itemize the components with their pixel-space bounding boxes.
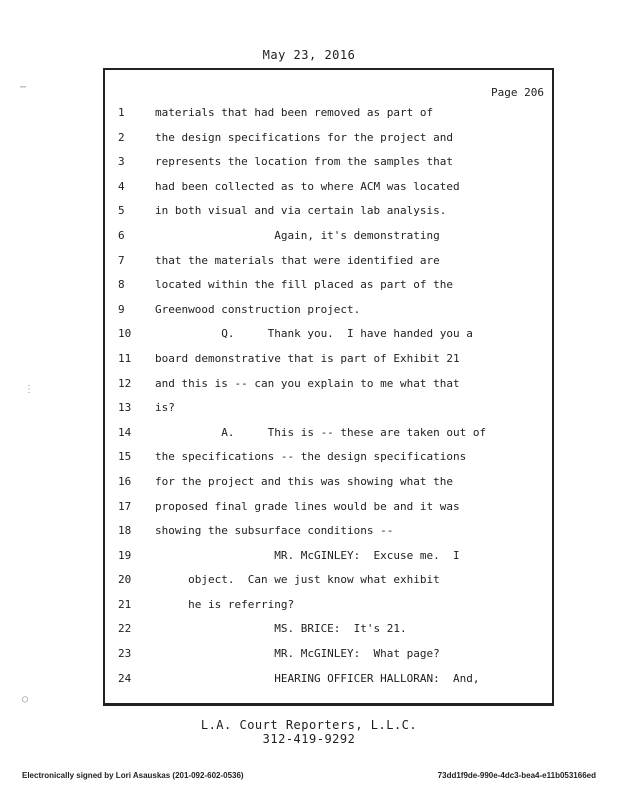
line-number: 11 bbox=[118, 351, 132, 365]
scan-artifact: ⋮ bbox=[24, 384, 34, 395]
line-text: materials that had been removed as part of bbox=[155, 106, 434, 119]
line-text: HEARING OFFICER HALLORAN: And, bbox=[155, 671, 480, 685]
scan-artifact: ⋯ bbox=[20, 82, 27, 93]
line-number: 23 bbox=[118, 647, 132, 661]
transcript-line bbox=[105, 672, 552, 697]
line-text: he is referring? bbox=[155, 597, 295, 611]
line-number: 16 bbox=[118, 474, 132, 488]
transcript-line bbox=[105, 450, 552, 475]
line-number: 10 bbox=[118, 327, 132, 341]
document-hash: 73dd1f9de-990e-4dc3-bea4-e11b053166ed bbox=[437, 771, 596, 780]
line-number: 15 bbox=[118, 450, 132, 464]
line-number: 4 bbox=[118, 179, 125, 193]
line-number: 1 bbox=[118, 106, 125, 119]
transcript-line bbox=[105, 254, 552, 279]
line-number: 5 bbox=[118, 204, 125, 218]
line-number: 17 bbox=[118, 499, 132, 513]
line-text: showing the subsurface conditions -- bbox=[155, 524, 394, 538]
line-number: 21 bbox=[118, 597, 132, 611]
transcript-line bbox=[105, 278, 552, 303]
transcript-lines bbox=[105, 106, 552, 696]
transcript-line bbox=[105, 573, 552, 598]
page-number: Page 206 bbox=[491, 86, 544, 99]
line-text: represents the location from the samples that bbox=[155, 155, 454, 169]
line-text: MS. BRICE: It's 21. bbox=[155, 622, 407, 636]
transcript-page-frame bbox=[103, 68, 554, 706]
line-text: Again, it's demonstrating bbox=[155, 228, 440, 242]
line-text: the specifications -- the design specifications bbox=[155, 450, 467, 464]
transcript-line bbox=[105, 180, 552, 205]
line-text: is? bbox=[155, 401, 175, 415]
line-text: A. This is -- these are taken out of bbox=[155, 425, 487, 439]
line-text: Q. Thank you. I have handed you a bbox=[155, 327, 473, 341]
line-number: 18 bbox=[118, 524, 132, 538]
line-number: 12 bbox=[118, 376, 132, 390]
line-number: 13 bbox=[118, 401, 132, 415]
transcript-line bbox=[105, 131, 552, 156]
transcript-line bbox=[105, 204, 552, 229]
transcript-line bbox=[105, 229, 552, 254]
line-number: 14 bbox=[118, 425, 132, 439]
line-text: board demonstrative that is part of Exhibit 21 bbox=[155, 351, 460, 365]
line-number: 22 bbox=[118, 622, 132, 636]
line-text: and this is -- can you explain to me what that bbox=[155, 376, 460, 390]
electronic-signature: Electronically signed by Lori Asauskas (201-092-602-0536) bbox=[22, 771, 244, 780]
transcript-line bbox=[105, 377, 552, 402]
line-text: for the project and this was showing what the bbox=[155, 474, 454, 488]
line-text: proposed final grade lines would be and it was bbox=[155, 499, 460, 513]
line-text: located within the fill placed as part of the bbox=[155, 278, 454, 292]
line-number: 20 bbox=[118, 573, 132, 587]
transcript-line bbox=[105, 303, 552, 328]
line-text: MR. McGINLEY: Excuse me. I bbox=[155, 548, 460, 562]
transcript-line bbox=[105, 426, 552, 451]
scan-artifact: ○ bbox=[22, 694, 29, 705]
line-text: Greenwood construction project. bbox=[155, 302, 361, 316]
transcript-line bbox=[105, 524, 552, 549]
transcript-line bbox=[105, 106, 552, 131]
line-number: 24 bbox=[118, 671, 132, 685]
line-text: that the materials that were identified are bbox=[155, 253, 440, 267]
line-number: 19 bbox=[118, 548, 132, 562]
transcript-line bbox=[105, 155, 552, 180]
transcript-line bbox=[105, 352, 552, 377]
transcript-line bbox=[105, 475, 552, 500]
line-number: 7 bbox=[118, 253, 125, 267]
transcript-line bbox=[105, 622, 552, 647]
transcript-line bbox=[105, 327, 552, 352]
line-number: 9 bbox=[118, 302, 125, 316]
transcript-line bbox=[105, 500, 552, 525]
line-text: object. Can we just know what exhibit bbox=[155, 573, 440, 587]
court-reporter-phone: 312-419-9292 bbox=[262, 732, 356, 746]
line-text: the design specifications for the project and bbox=[155, 130, 454, 144]
line-text: in both visual and via certain lab analysis. bbox=[155, 204, 447, 218]
transcript-line bbox=[105, 549, 552, 574]
transcript-line bbox=[105, 401, 552, 426]
court-reporter-name: L.A. Court Reporters, L.L.C. bbox=[200, 718, 418, 732]
transcript-line bbox=[105, 647, 552, 672]
transcript-line bbox=[105, 598, 552, 623]
line-number: 3 bbox=[118, 155, 125, 169]
line-number: 8 bbox=[118, 278, 125, 292]
line-text: had been collected as to where ACM was located bbox=[155, 179, 460, 193]
transcript-date: May 23, 2016 bbox=[262, 48, 356, 62]
line-number: 2 bbox=[118, 130, 125, 144]
line-number: 6 bbox=[118, 228, 125, 242]
line-text: MR. McGINLEY: What page? bbox=[155, 647, 440, 661]
